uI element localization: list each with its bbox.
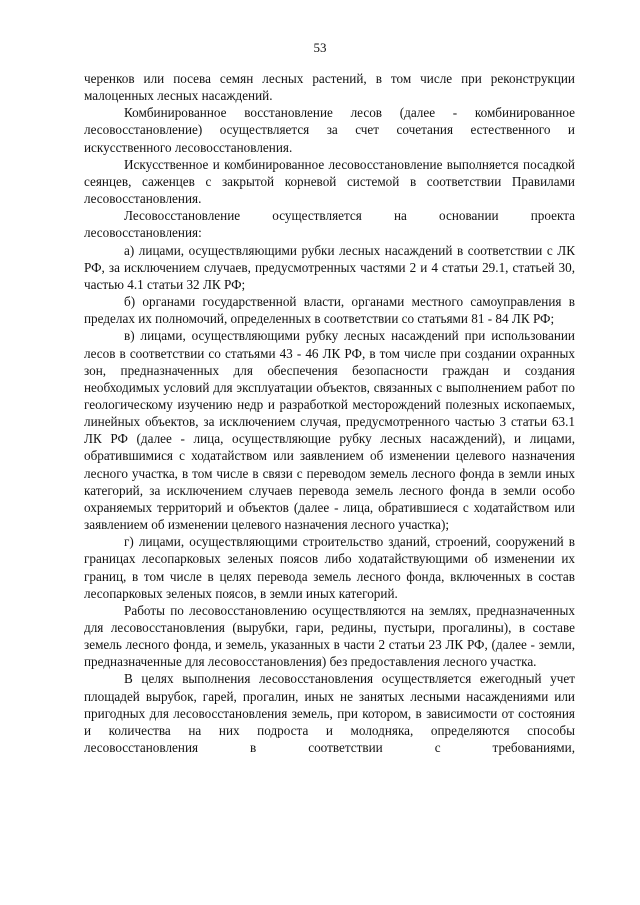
list-item-b: б) органами государственной власти, органами местного самоуправления в пределах их полномочий, определенных в соответствии со статьями 81 - 84 ЛК РФ; xyxy=(84,294,575,327)
paragraph-continuation: черенков или посева семян лесных растений, в том числе при реконструкции малоценных лесных насаждений. xyxy=(84,71,575,104)
body-text xyxy=(84,70,575,756)
paragraph-combined-reforestation: Комбинированное восстановление лесов (далее - комбинированное лесовосстановление) осуществляется за счет сочетания естественного и искусственного лесовосстановления. xyxy=(84,105,575,155)
paragraph-annual-accounting: В целях выполнения лесовосстановления осуществляется ежегодный учет площадей вырубок, гарей, прогалин, иных не занятых лесными насаждениями или пригодных для лесовосстановления земель, при котором, в зависимости от состояния и количества на них подроста и молодняка, определяются способы лесовосстановления в соответствии с требованиями, xyxy=(84,671,575,756)
list-item-v: в) лицами, осуществляющими рубку лесных насаждений при использовании лесов в соответствии со статьями 43 - 46 ЛК РФ, в том числе при создании охранных зон, предназначенных для обеспечения безопасности граждан и создания необходимых условий для эксплуатации объектов, связанных с выполнением работ по геологическому изучению недр и разработкой месторождений полезных ископаемых, линейных объектов, за исключением случая, предусмотренного частью 3 статьи 63.1 ЛК РФ (далее - лица, осуществляющие рубку лесных насаждений), и лицами, обратившимися с ходатайством или заявлением об изменении целевого назначения лесного участка, в том числе в связи с переводом земель лесного фонда в земли иных категорий, за исключением случаев перевода земель лесного фонда в земли особо охраняемых территорий и объектов (далее - лица, обратившиеся с ходатайством или заявлением об изменении целевого назначения лесного участка); xyxy=(84,328,575,533)
page-number: 53 xyxy=(313,40,327,55)
paragraph-artificial-reforestation: Искусственное и комбинированное лесовосстановление выполняется посадкой сеянцев, саженцев с закрытой корневой системой в соответствии Правилами лесовосстановления. xyxy=(84,156,575,207)
list-item-a: а) лицами, осуществляющими рубки лесных насаждений в соответствии с ЛК РФ, за исключением случаев, предусмотренных частями 2 и 4 статьи 29.1, статьей 30, частью 4.1 статьи 32 ЛК РФ; xyxy=(84,242,575,292)
list-item-g: г) лицами, осуществляющими строительство зданий, строений, сооружений в границах лесопарковых зеленых поясов либо ходатайствующими об изменении их границ, в том числе в целях перевода земель лесного фонда, включенных в состав лесопарковых зеленых поясов, в земли иных категорий. xyxy=(84,534,575,601)
paragraph-reforestation-basis: Лесовосстановление осуществляется на основании проекта лесовосстановления: xyxy=(84,208,575,241)
paragraph-reforestation-works: Работы по лесовосстановлению осуществляются на землях, предназначенных для лесовосстановления (вырубки, гари, редины, пустыри, прогалины), в составе земель лесного фонда, и земель, указанных в части 2 статьи 23 ЛК РФ, (далее - земли, предназначенные для лесовосстановления) без предоставления лесного участка. xyxy=(84,602,575,670)
